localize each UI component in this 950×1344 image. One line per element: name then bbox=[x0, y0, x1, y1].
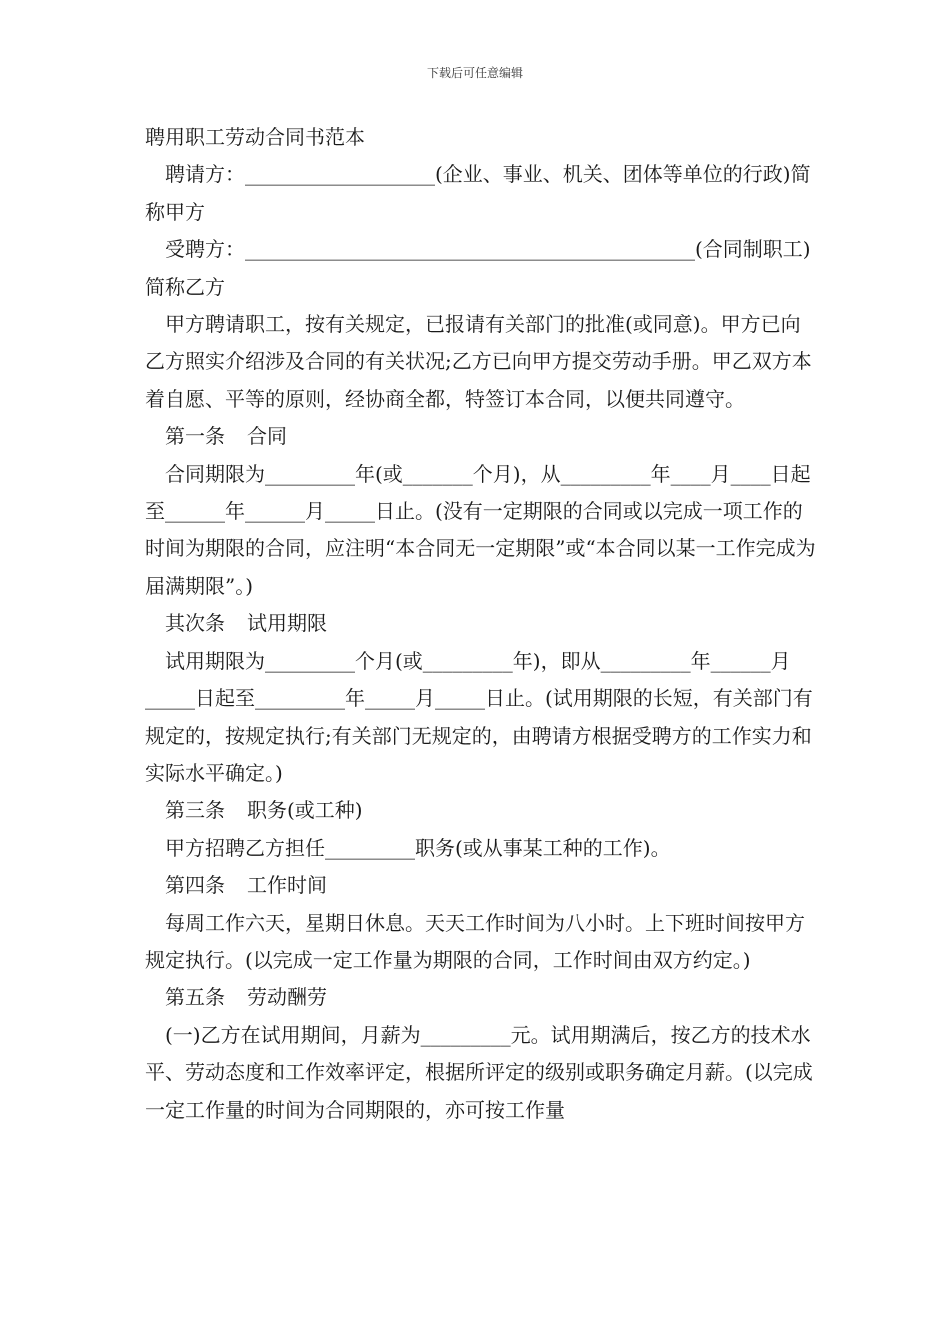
article-4-heading bbox=[145, 867, 817, 904]
article-3-title: 职务(或工种) bbox=[247, 798, 363, 823]
article-2-title: 试用期限 bbox=[247, 611, 327, 636]
article-2-heading bbox=[145, 605, 817, 642]
article-1-number: 第一条 bbox=[165, 424, 225, 449]
article-3-number: 第三条 bbox=[165, 798, 225, 823]
article-1-title: 合同 bbox=[247, 424, 287, 449]
article-3-text: 甲方招聘乙方担任_________职务(或从事某工种的工作)。 bbox=[165, 835, 671, 860]
article-4-title: 工作时间 bbox=[247, 873, 327, 898]
article-5-heading bbox=[145, 979, 817, 1016]
article-3-heading bbox=[145, 792, 817, 829]
party-a-line: 聘请方：___________________(企业、事业、机关、团体等单位的行政)简称甲方 bbox=[145, 162, 811, 224]
article-5-title: 劳动酬劳 bbox=[247, 985, 327, 1010]
document-title: 聘用职工劳动合同书范本 bbox=[145, 125, 365, 149]
article-2-text: 试用期限为_________个月(或_________年)，即从_________年______月_____日起至_________年_____月_____日止。(试用期限的长短，有关部门有规定的，按规定执行;有关部门无规定的，由聘请方根据受聘方的工作实力和实际水平确定。) bbox=[145, 648, 813, 785]
article-5-number: 第五条 bbox=[165, 985, 225, 1010]
preamble-paragraph: 甲方聘请职工，按有关规定，已报请有关部门的批准(或同意)。甲方已向乙方照实介绍涉及合同的有关状况;乙方已向甲方提交劳动手册。甲乙双方本着自愿、平等的原则，经协商全都，特签订本合同，以便共同遵守。 bbox=[145, 312, 812, 411]
document-body bbox=[145, 119, 817, 1129]
article-1-heading bbox=[145, 418, 817, 455]
article-2-number: 其次条 bbox=[165, 611, 225, 636]
article-4-text: 每周工作六天，星期日休息。天天工作时间为八小时。上下班时间按甲方规定执行。(以完成一定工作量为期限的合同，工作时间由双方约定。) bbox=[145, 910, 805, 972]
article-4-number: 第四条 bbox=[165, 873, 225, 898]
page-header: 下载后可任意编辑 bbox=[426, 66, 523, 80]
article-1-text: 合同期限为_________年(或_______个月)，从_________年____月____日起至______年______月_____日止。(没有一定期限的合同或以完成一项工作的时间为期限的合同，应注明“本合同无一定期限”或“本合同以某一工作完成为届满期限”。) bbox=[145, 461, 816, 598]
party-b-line: 受聘方：_____________________________________________(合同制职工)简称乙方 bbox=[145, 237, 811, 299]
article-5-text: (一)乙方在试用期间，月薪为_________元。试用期满后，按乙方的技术水平、劳动态度和工作效率评定，根据所评定的级别或职务确定月薪。(以完成一定工作量的时间为合同期限的，亦可按工作量 bbox=[145, 1022, 813, 1122]
